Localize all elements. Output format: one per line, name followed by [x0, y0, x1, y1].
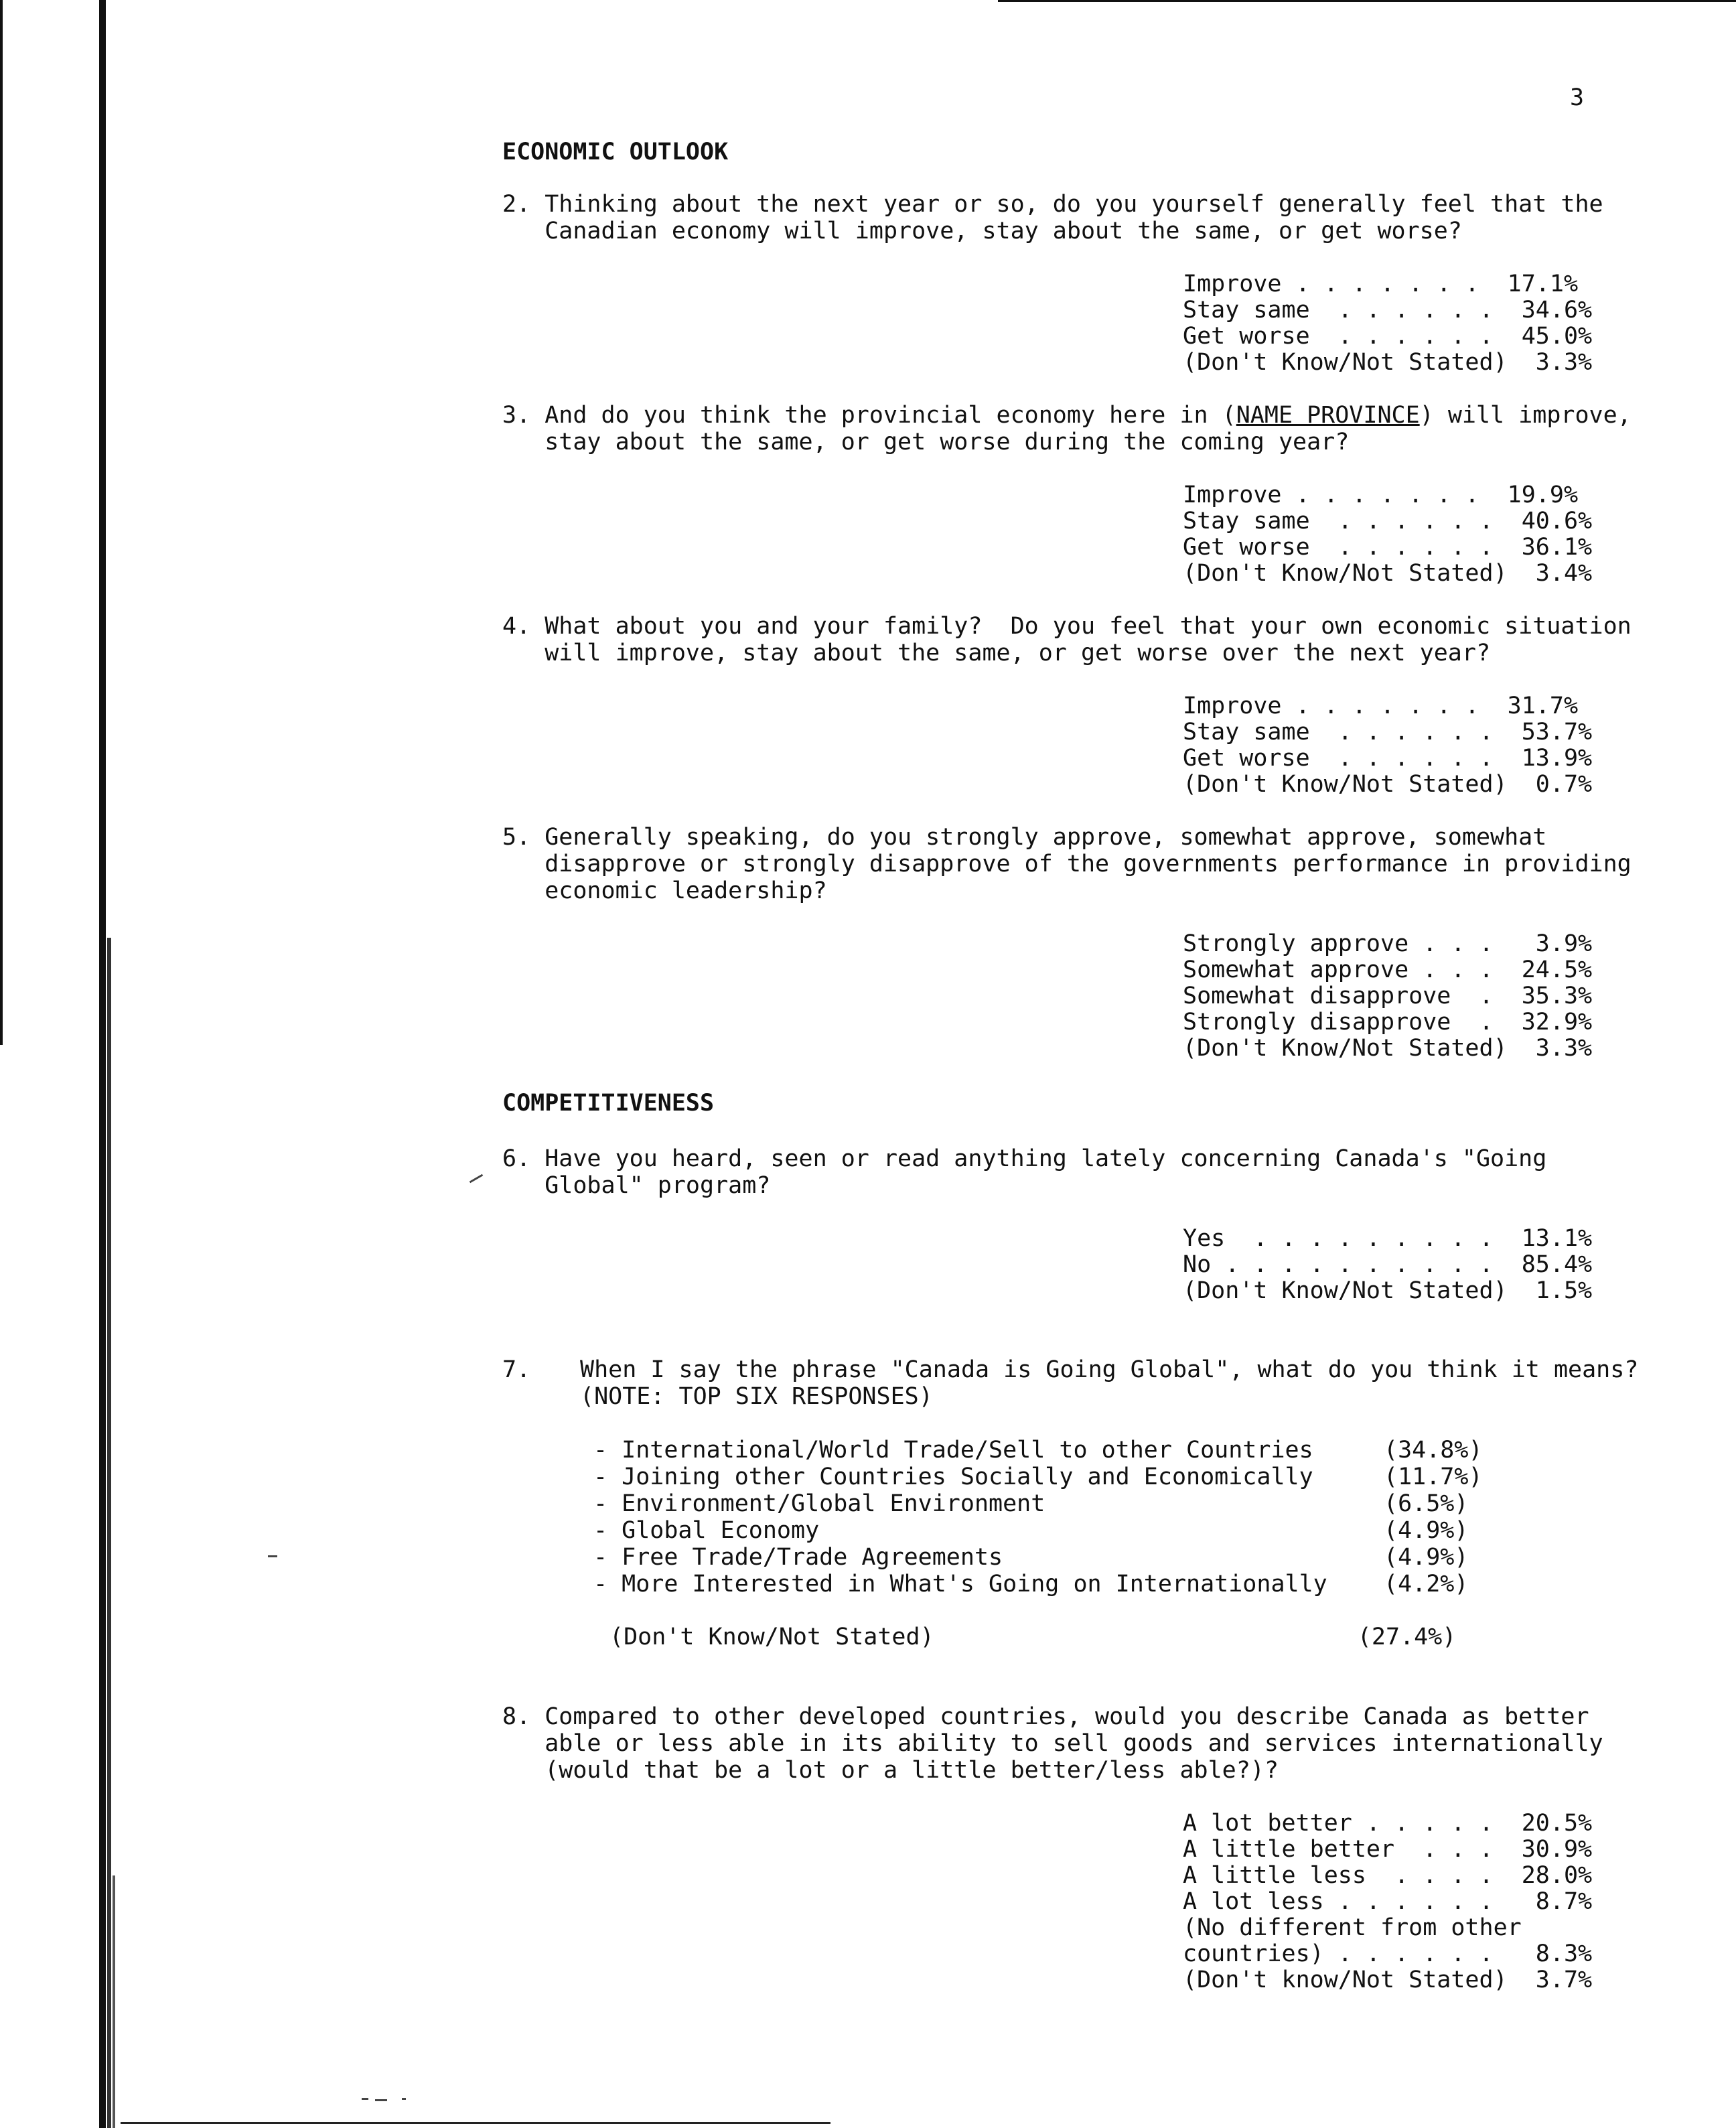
question-2-result: (Don't Know/Not Stated) 3.3%: [1183, 349, 1593, 376]
question-2-line-1: 2. Thinking about the next year or so, do you yourself generally feel that the: [502, 191, 1603, 218]
question-6-line-1: 6. Have you heard, seen or read anything lately concerning Canada's "Going: [502, 1145, 1547, 1172]
question-5-result: Strongly disapprove . 32.9%: [1183, 1009, 1593, 1036]
question-7-response: - Environment/Global Environment (6.5%): [593, 1490, 1469, 1517]
question-8-result: countries) . . . . . . 8.3%: [1183, 1940, 1593, 1967]
question-7-response: - Joining other Countries Socially and Economically (11.7%): [593, 1464, 1483, 1490]
question-5-line-1: 5. Generally speaking, do you strongly approve, somewhat approve, somewhat: [502, 824, 1547, 851]
question-3-line-1-start: 3. And do you think the provincial economy here in (: [502, 402, 1236, 429]
question-2-result: Get worse . . . . . . 45.0%: [1183, 323, 1593, 350]
question-4-result: Get worse . . . . . . 13.9%: [1183, 745, 1593, 772]
question-5-line-3: economic leadership?: [502, 877, 827, 904]
question-5-result: Somewhat disapprove . 35.3%: [1183, 983, 1593, 1009]
scan-top-edge: [998, 0, 1736, 2]
question-5-result: Somewhat approve . . . 24.5%: [1183, 956, 1593, 983]
question-7-number: 7.: [502, 1356, 531, 1383]
scan-binding-bar: [99, 0, 106, 2128]
question-8-result: A lot less . . . . . . 8.7%: [1183, 1888, 1593, 1915]
question-6-result: Yes . . . . . . . . . 13.1%: [1183, 1225, 1593, 1252]
question-3-result: Improve . . . . . . . 19.9%: [1183, 482, 1579, 508]
question-8-line-1: 8. Compared to other developed countries, would you describe Canada as better: [502, 1703, 1589, 1730]
question-8-result: A lot better . . . . . 20.5%: [1183, 1810, 1593, 1837]
question-4-line-1: 4. What about you and your family? Do you feel that your own economic situation: [502, 613, 1632, 640]
question-5-result: Strongly approve . . . 3.9%: [1183, 930, 1593, 957]
question-7-response: - More Interested in What's Going on Internationally (4.2%): [593, 1571, 1469, 1598]
question-8-result: (No different from other: [1183, 1914, 1522, 1941]
question-3-result: Stay same . . . . . . 40.6%: [1183, 508, 1593, 535]
question-3-line-1: [502, 402, 1632, 429]
question-7-response: - Global Economy (4.9%): [593, 1517, 1469, 1544]
scan-binding-bar-shadow-lower: [113, 1875, 115, 2128]
question-8-line-2: able or less able in its ability to sell goods and services internationally: [502, 1730, 1603, 1757]
question-7-dont-know: (Don't Know/Not Stated) (27.4%): [609, 1624, 1457, 1650]
question-8-result: A little less . . . . 28.0%: [1183, 1862, 1593, 1889]
scan-speck: [362, 2098, 368, 2100]
scan-speck: [402, 2098, 406, 2100]
section-heading-competitiveness: COMPETITIVENESS: [502, 1090, 715, 1117]
question-7-line-2: (NOTE: TOP SIX RESPONSES): [580, 1383, 933, 1410]
scan-binding-bar-shadow: [107, 938, 111, 2128]
question-4-result: (Don't Know/Not Stated) 0.7%: [1183, 771, 1593, 798]
question-7-line-1: When I say the phrase "Canada is Going Global", what do you think it means?: [580, 1356, 1639, 1383]
question-7-response: - International/World Trade/Sell to other Countries (34.8%): [593, 1437, 1483, 1464]
question-6-result: (Don't Know/Not Stated) 1.5%: [1183, 1277, 1593, 1304]
question-3-line-2: stay about the same, or get worse during the coming year?: [502, 429, 1350, 455]
question-8-line-3: (would that be a lot or a little better/less able?)?: [502, 1757, 1279, 1784]
question-3-result: Get worse . . . . . . 36.1%: [1183, 534, 1593, 561]
question-4-line-2: will improve, stay about the same, or get worse over the next year?: [502, 640, 1491, 666]
question-6-line-2: Global" program?: [502, 1172, 771, 1199]
scan-speck: [268, 1555, 277, 1557]
question-5-line-2: disapprove or strongly disapprove of the governments performance in providing: [502, 851, 1632, 877]
question-8-result: A little better . . . 30.9%: [1183, 1836, 1593, 1863]
scan-binding-edge: [0, 0, 3, 1045]
question-2-line-2: Canadian economy will improve, stay about the same, or get worse?: [502, 218, 1462, 244]
check-mark: [469, 1174, 484, 1184]
question-8-result: (Don't know/Not Stated) 3.7%: [1183, 1967, 1593, 1993]
question-5-result: (Don't Know/Not Stated) 3.3%: [1183, 1035, 1593, 1062]
question-4-result: Stay same . . . . . . 53.7%: [1183, 719, 1593, 746]
question-2-result: Improve . . . . . . . 17.1%: [1183, 271, 1579, 297]
question-3-line-1-end: ) will improve,: [1419, 402, 1632, 429]
question-7-response: - Free Trade/Trade Agreements (4.9%): [593, 1544, 1469, 1571]
page-number: 3: [1570, 84, 1585, 111]
scan-speck: [375, 2099, 387, 2101]
question-6-result: No . . . . . . . . . . 85.4%: [1183, 1251, 1593, 1278]
section-heading-economic-outlook: ECONOMIC OUTLOOK: [502, 139, 729, 165]
question-2-result: Stay same . . . . . . 34.6%: [1183, 297, 1593, 324]
question-4-result: Improve . . . . . . . 31.7%: [1183, 693, 1579, 719]
name-province-placeholder: NAME PROVINCE: [1236, 402, 1420, 429]
scan-bottom-edge: [121, 2122, 830, 2124]
question-3-result: (Don't Know/Not Stated) 3.4%: [1183, 560, 1593, 587]
